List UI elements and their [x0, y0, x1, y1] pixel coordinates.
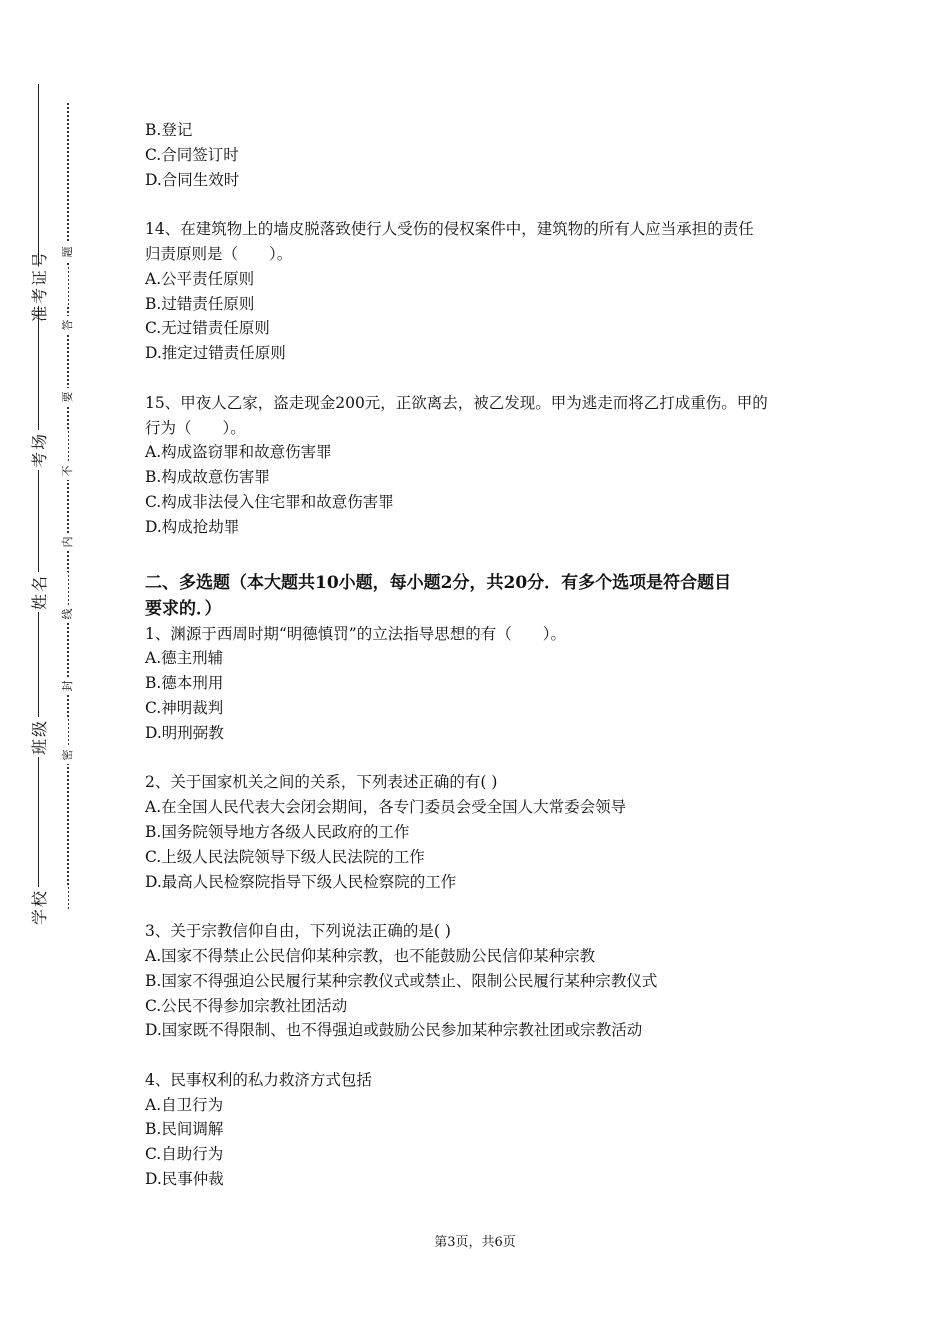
section-heading-multiple-choice: [145, 570, 825, 622]
seal-char: 要: [59, 388, 77, 406]
binding-solid-line: [38, 84, 39, 927]
option-d: D.推定过错责任原则: [145, 344, 286, 363]
option-d: D.民事仲裁: [145, 1170, 224, 1189]
option-c: C.构成非法侵入住宅罪和故意伤害罪: [145, 492, 394, 511]
multi-question-4: [145, 1068, 825, 1192]
option-d: D.构成抢劫罪: [145, 517, 240, 536]
seal-dotted-line: [67, 103, 69, 909]
option-d: D.最高人民检察院指导下级人民检察院的工作: [145, 872, 457, 891]
option-a: A.自卫行为: [145, 1095, 224, 1114]
seal-char: 题: [59, 243, 77, 261]
option-a: A.公平责任原则: [145, 269, 255, 288]
option-d: D.国家既不得限制、也不得强迫或鼓励公民参加某种宗教社团或宗教活动: [145, 1021, 643, 1040]
option-b: B.国务院领导地方各级人民政府的工作: [145, 822, 410, 841]
option-c: C.公民不得参加宗教社团活动: [145, 996, 348, 1015]
option-b: B.构成故意伤害罪: [145, 468, 270, 487]
seal-char: 不: [59, 462, 77, 480]
section-heading-line: 要求的．）: [145, 598, 222, 619]
multi-question-1: [145, 622, 825, 746]
multi-question-2: [145, 770, 825, 894]
option-c: C.神明裁判: [145, 698, 224, 717]
question-stem: 2、关于国家机关之间的关系，下列表述正确的有( ): [145, 773, 498, 792]
option-a: A.国家不得禁止公民信仰某种宗教，也不能鼓励公民信仰某种宗教: [145, 946, 596, 965]
question-stem: 1、渊源于西周时期“明德慎罚”的立法指导思想的有（ ）。: [145, 624, 566, 643]
section-heading-line: 二、多选题（本大题共10小题，每小题2分，共20分．有多个选项是符合题目: [145, 572, 732, 593]
option-b: B.国家不得强迫公民履行某种宗教仪式或禁止、限制公民履行某种宗教仪式: [145, 971, 658, 990]
seal-char: 密: [59, 746, 77, 764]
seal-char: 内: [59, 533, 77, 551]
question-stem: 行为（ ）。: [145, 418, 246, 437]
option-b: B.德本刑用: [145, 674, 224, 693]
option-a: A.构成盗窃罪和故意伤害罪: [145, 443, 332, 462]
question-14: [145, 217, 825, 366]
school-label: 学校: [8, 887, 68, 927]
question-stem: 归责原则是（ ）。: [145, 244, 293, 263]
question-stem: 15、甲夜人乙家，盗走现金200元，正欲离去，被乙发现。甲为逃走而将乙打成重伤。甲的: [145, 393, 768, 412]
option-b: B.民间调解: [145, 1120, 224, 1139]
option-b: B.过错责任原则: [145, 294, 255, 313]
question-stem: 14、在建筑物上的墙皮脱落致使行人受伤的侵权案件中，建筑物的所有人应当承担的责任: [145, 220, 754, 239]
seal-char: 答: [59, 316, 77, 334]
exam-content: [145, 118, 825, 1192]
seal-char: 封: [59, 677, 77, 695]
question-stem: 3、关于宗教信仰自由，下列说法正确的是( ): [145, 922, 451, 941]
seal-char: 线: [59, 605, 77, 623]
option-d: D.合同生效时: [145, 170, 240, 189]
option-c: C.无过错责任原则: [145, 319, 270, 338]
binding-margin: [0, 0, 110, 1344]
question-15: [145, 391, 825, 540]
option-a: A.德主刑辅: [145, 649, 224, 668]
option-b: B.登记: [145, 121, 193, 139]
option-c: C.自助行为: [145, 1145, 224, 1164]
option-d: D.明刑弼教: [145, 723, 224, 742]
question-stem: 4、民事权利的私力救济方式包括: [145, 1070, 372, 1089]
name-label: 姓名: [8, 572, 68, 612]
option-a: A.在全国人民代表大会闭会期间，各专门委员会受全国人大常委会领导: [145, 798, 627, 817]
question-13-continuation: [145, 118, 825, 192]
page-number: 第3页，共6页: [434, 1235, 516, 1250]
option-c: C.上级人民法院领导下级人民法院的工作: [145, 847, 425, 866]
exam-room-label: 考场: [8, 430, 68, 470]
multi-question-3: [145, 919, 825, 1043]
option-c: C.合同签订时: [145, 145, 239, 164]
exam-id-label: 准考证号: [8, 266, 68, 306]
class-label: 班级: [8, 717, 68, 757]
